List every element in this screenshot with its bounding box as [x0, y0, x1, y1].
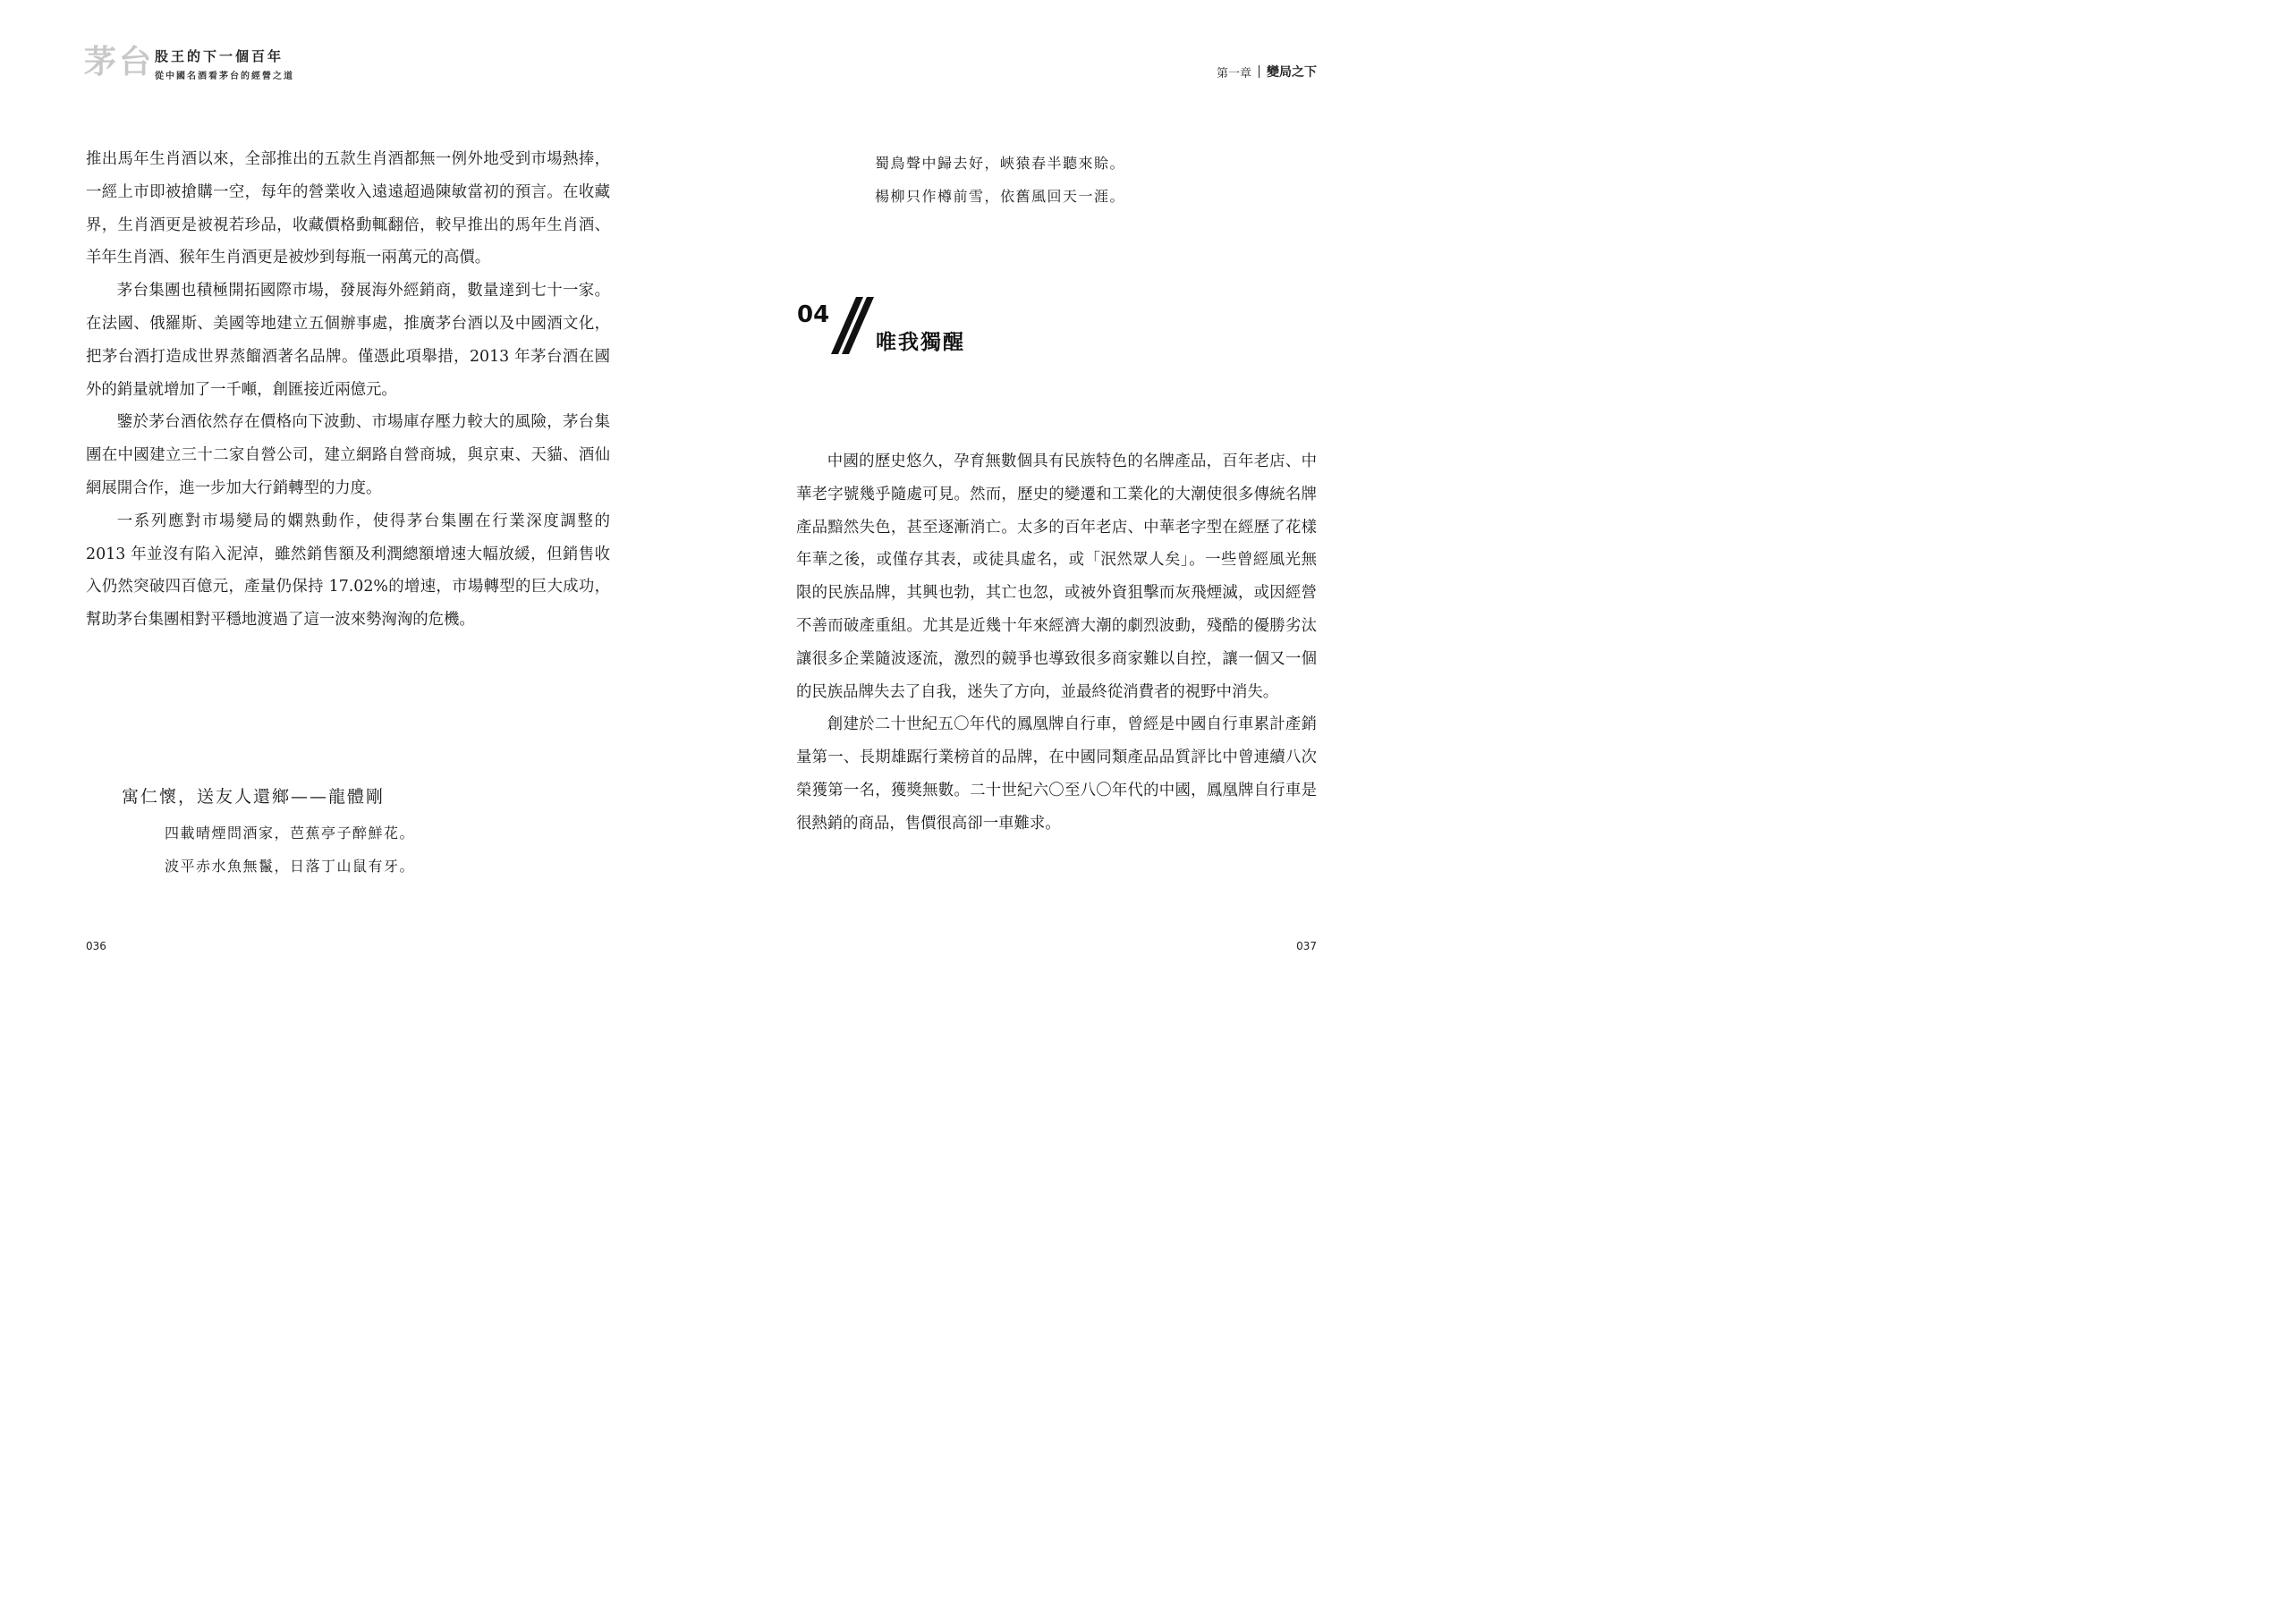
chapter-label: 第一章 [1216, 66, 1251, 80]
poem-title: 寓仁懷，送友人還鄉——龍體剛 [122, 787, 386, 807]
poem-block [122, 783, 415, 883]
section-heading [797, 295, 1012, 358]
paragraph: 茅台集團也積極開拓國際市場，發展海外經銷商，數量達到七十一家。在法國、俄羅斯、美國等地建立五個辦事處，推廣茅台酒以及中國酒文化，把茅台酒打造成世界蒸餾酒著名品牌。僅憑此項舉措，2013 年茅台酒在國外的銷量就增加了一千噸，創匯接近兩億元。 [86, 282, 610, 399]
poem-line: 楊柳只作樽前雪，依舊風回天一涯。 [875, 188, 1126, 205]
chapter-divider [1259, 65, 1260, 78]
right-body-text [796, 445, 1317, 841]
paragraph: 鑒於茅台酒依然存在價格向下波動、市場庫存壓力較大的風險，茅台集團在中國建立三十二家自營公司，建立網路自營商城，與京東、天貓、酒仙網展開合作，進一步加大行銷轉型的力度。 [86, 413, 610, 497]
section-number: 04 [797, 301, 830, 328]
chapter-name: 變局之下 [1267, 65, 1317, 80]
left-body-text [86, 143, 610, 637]
paragraph: 一系列應對市場變局的嫻熟動作，使得茅台集團在行業深度調整的 2013 年並沒有陷入泥淖，雖然銷售額及利潤總額增速大幅放緩，但銷售收入仍然突破四百億元，產量仍保持 17.02%的增速，市場轉型的巨大成功，幫助茅台集團相對平穩地渡過了這一波來勢洶洶的危機。 [86, 512, 610, 630]
section-title: 唯我獨醒 [876, 331, 965, 354]
double-slash-icon [829, 295, 883, 356]
poem-continuation [875, 147, 1125, 213]
book-subtitle: 從中國名酒看茅台的經營之道 [155, 72, 294, 81]
poem-line: 蜀鳥聲中歸去好，峽猿春半聽來賒。 [875, 155, 1126, 172]
paragraph: 中國的歷史悠久，孕育無數個具有民族特色的名牌產品，百年老店、中華老字號幾乎隨處可見。然而，歷史的變遷和工業化的大潮使很多傳統名牌產品黯然失色，甚至逐漸消亡。太多的百年老店、中華老字型在經歷了花樣年華之後，或僅存其表，或徒具虛名，或「泯然眾人矣」。一些曾經風光無限的民族品牌，其興也勃，其亡也忽，或被外資狙擊而灰飛煙滅，或因經營不善而破產重組。尤其是近幾十年來經濟大潮的劇烈波動，殘酷的優勝劣汰讓很多企業隨波逐流，激烈的競爭也導致很多商家難以自控，讓一個又一個的民族品牌失去了自我，迷失了方向，並最終從消費者的視野中消失。 [796, 453, 1317, 701]
paragraph: 推出馬年生肖酒以來，全部推出的五款生肖酒都無一例外地受到市場熱捧，一經上市即被搶購一空，每年的營業收入遠遠超過陳敏當初的預言。在收藏界，生肖酒更是被視若珍品，收藏價格動輒翻倍，較早推出的馬年生肖酒、羊年生肖酒、猴年生肖酒更是被炒到每瓶一兩萬元的高價。 [86, 150, 610, 267]
poem-line: 四載晴煙問酒家，芭蕉亭子醉鮮花。 [165, 825, 416, 842]
paragraph: 創建於二十世紀五〇年代的鳳凰牌自行車，曾經是中國自行車累計產銷量第一、長期雄踞行業榜首的品牌，在中國同類產品品質評比中曾連續八次榮獲第一名，獲獎無數。二十世紀六〇至八〇年代的中國，鳳凰牌自行車是很熱銷的商品，售價很高卻一車難求。 [796, 715, 1317, 833]
chapter-header [1217, 63, 1317, 80]
page-number: 037 [1296, 940, 1317, 952]
poem-line: 波平赤水魚無鬣，日落丁山鼠有牙。 [165, 858, 416, 875]
book-logo: 茅台 [84, 44, 155, 80]
left-page [0, 0, 701, 992]
book-title: 股王的下一個百年 [155, 48, 284, 64]
right-page [701, 0, 1403, 992]
page-number: 036 [86, 940, 106, 952]
